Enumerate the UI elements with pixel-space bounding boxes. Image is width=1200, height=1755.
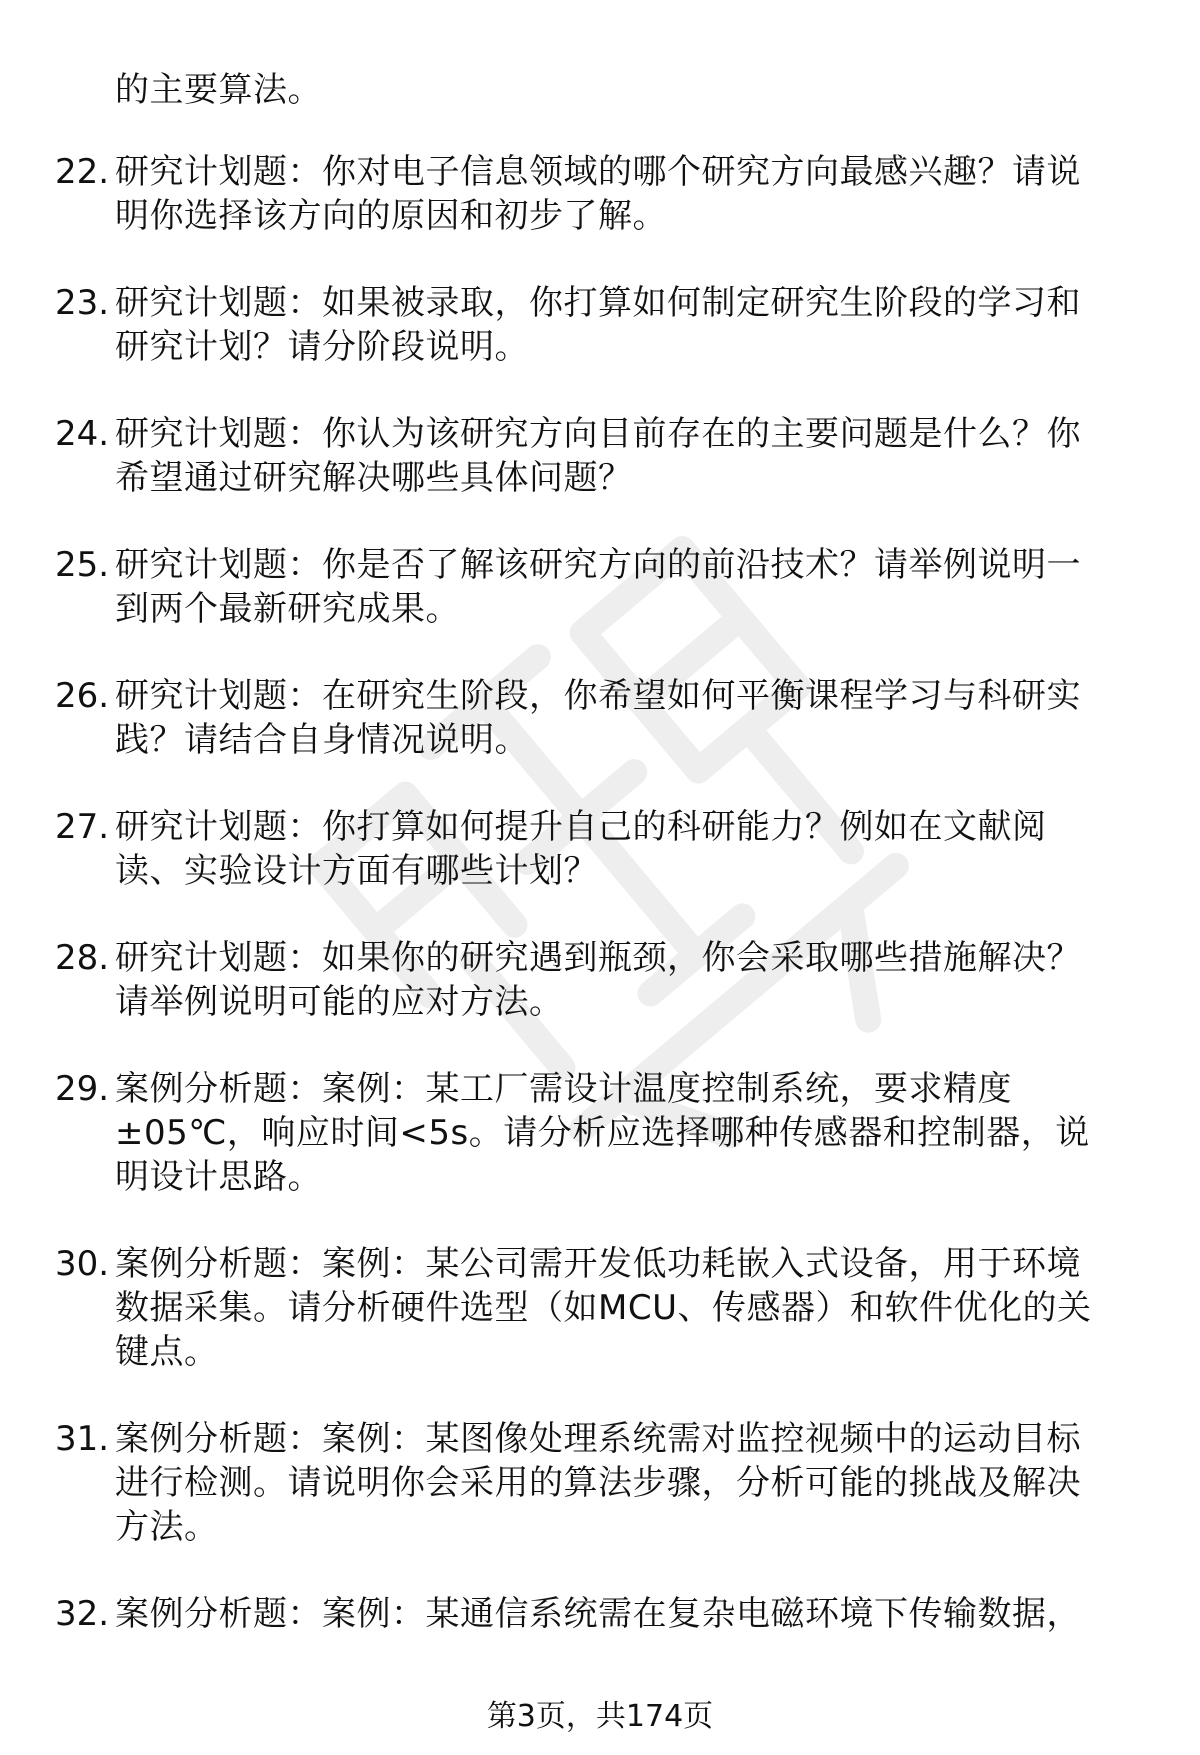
question-number: 24. bbox=[55, 414, 110, 454]
question-text-line: 研究计划题：你是否了解该研究方向的前沿技术？请举例说明一 bbox=[115, 545, 1081, 585]
question-text-line: 明设计思路。 bbox=[115, 1157, 322, 1197]
question-number: 31. bbox=[55, 1419, 110, 1459]
question-text-line: 键点。 bbox=[115, 1332, 219, 1372]
question-number: 27. bbox=[55, 807, 110, 847]
question-text-line: 进行检测。请说明你会采用的算法步骤，分析可能的挑战及解决 bbox=[115, 1463, 1081, 1503]
question-text-line: 希望通过研究解决哪些具体问题？ bbox=[115, 458, 633, 498]
continuation-text: 的主要算法。 bbox=[115, 70, 322, 110]
question-text-line: 到两个最新研究成果。 bbox=[115, 589, 460, 629]
question-text-line: 案例分析题：案例：某公司需开发低功耗嵌入式设备，用于环境 bbox=[115, 1244, 1081, 1284]
question-text-line: 研究计划题：你打算如何提升自己的科研能力？例如在文献阅 bbox=[115, 807, 1047, 847]
question-text-line: 研究计划题：如果你的研究遇到瓶颈，你会采取哪些措施解决？ bbox=[115, 938, 1081, 978]
question-text-line: 践？请结合自身情况说明。 bbox=[115, 720, 529, 760]
question-text-line: 研究计划？请分阶段说明。 bbox=[115, 327, 529, 367]
question-number: 28. bbox=[55, 938, 110, 978]
question-text-line: 研究计划题：你认为该研究方向目前存在的主要问题是什么？你 bbox=[115, 414, 1081, 454]
question-text-line: 案例分析题：案例：某工厂需设计温度控制系统，要求精度 bbox=[115, 1069, 1012, 1109]
question-number: 30. bbox=[55, 1244, 110, 1284]
question-number: 25. bbox=[55, 545, 110, 585]
question-text-line: 研究计划题：你对电子信息领域的哪个研究方向最感兴趣？请说 bbox=[115, 152, 1081, 192]
question-number: 32. bbox=[55, 1594, 110, 1634]
question-text-line: ±05℃，响应时间<5s。请分析应选择哪种传感器和控制器，说 bbox=[115, 1113, 1090, 1153]
question-number: 29. bbox=[55, 1069, 110, 1109]
question-text-line: 数据采集。请分析硬件选型（如MCU、传感器）和软件优化的关 bbox=[115, 1288, 1092, 1328]
question-text-line: 方法。 bbox=[115, 1507, 219, 1547]
question-text-line: 案例分析题：案例：某图像处理系统需对监控视频中的运动目标 bbox=[115, 1419, 1081, 1459]
question-number: 23. bbox=[55, 283, 110, 323]
question-number: 22. bbox=[55, 152, 110, 192]
question-text-line: 明你选择该方向的原因和初步了解。 bbox=[115, 196, 667, 236]
question-text-line: 研究计划题：如果被录取，你打算如何制定研究生阶段的学习和 bbox=[115, 283, 1081, 323]
question-text-line: 案例分析题：案例：某通信系统需在复杂电磁环境下传输数据， bbox=[115, 1594, 1081, 1634]
question-text-line: 研究计划题：在研究生阶段，你希望如何平衡课程学习与科研实 bbox=[115, 676, 1081, 716]
question-text-line: 读、实验设计方面有哪些计划？ bbox=[115, 851, 598, 891]
question-text-line: 请举例说明可能的应对方法。 bbox=[115, 982, 564, 1022]
page-number-footer: 第3页，共174页 bbox=[486, 1699, 714, 1734]
question-number: 26. bbox=[55, 676, 110, 716]
